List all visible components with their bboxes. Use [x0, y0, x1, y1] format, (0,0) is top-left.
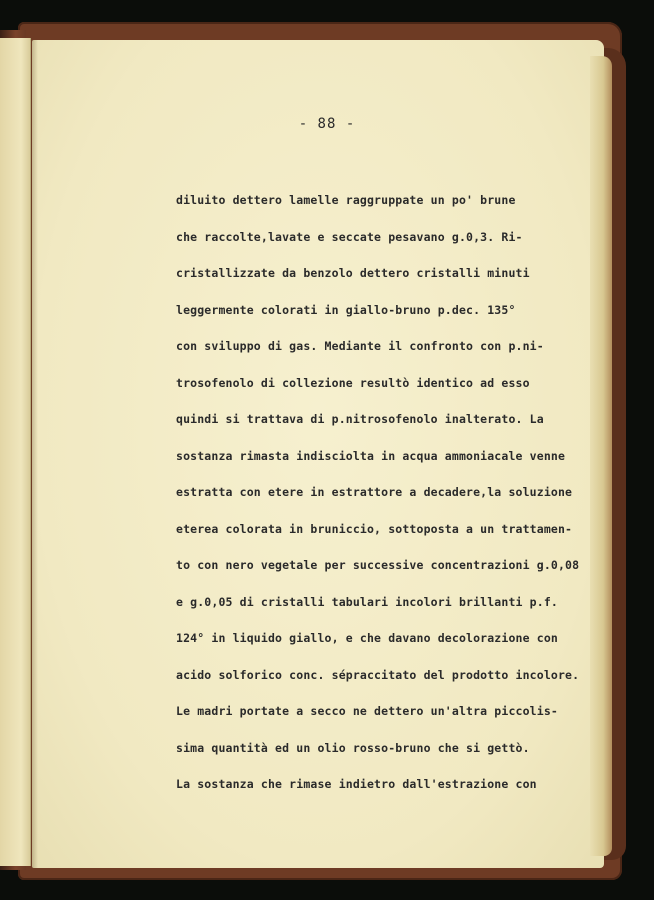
text-line: trosofenolo di collezione resultò identico ad esso	[176, 375, 530, 390]
text-line: Le madri portate a secco ne dettero un'altra piccolis-	[176, 704, 558, 718]
text-line: cristallizzate da benzolo dettero cristalli minuti	[176, 266, 530, 280]
typewritten-text	[176, 192, 596, 813]
text-line: sima quantità ed un olio rosso-bruno che si gettò.	[176, 740, 530, 755]
text-line: La sostanza che rimase indietro dall'estrazione con	[176, 777, 537, 791]
text-line: quindi si trattava di p.nitrosofenolo inalterato. La	[176, 412, 544, 426]
text-line: to con nero vegetale per successive concentrazioni g.0,08	[176, 558, 580, 572]
text-line: acido solforico conc. sépraccitato del prodotto incolore.	[176, 667, 580, 682]
text-line: eterea colorata in bruniccio, sottoposta a un trattamen-	[176, 521, 573, 536]
text-line: leggermente colorati in giallo-bruno p.dec. 135°	[176, 302, 516, 317]
text-line: sostanza rimasta indisciolta in acqua ammoniacale venne	[176, 448, 566, 463]
text-line: diluito dettero lamelle raggruppate un po' brune	[176, 193, 516, 207]
text-line: 124° in liquido giallo, e che davano decolorazione con	[176, 631, 558, 645]
text-line: e g.0,05 di cristalli tabulari incolori brillanti p.f.	[176, 594, 558, 609]
page-number: - 88 -	[298, 116, 356, 132]
text-line: estratta con etere in estrattore a decadere,la soluzione	[176, 485, 573, 499]
paper-fold-shadow	[32, 40, 38, 868]
text-line: che raccolte,lavate e seccate pesavano g.0,3. Ri-	[176, 229, 523, 244]
left-page-edge	[0, 38, 31, 866]
text-line: con sviluppo di gas. Mediante il confronto con p.ni-	[176, 339, 544, 353]
